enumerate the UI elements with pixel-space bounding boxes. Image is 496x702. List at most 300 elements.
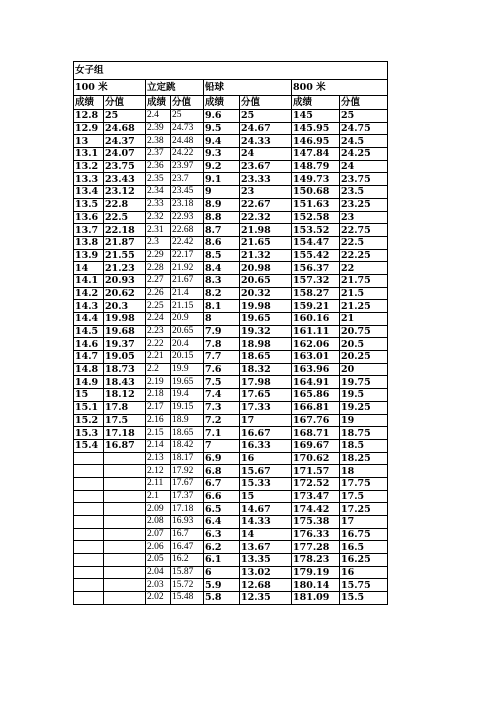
cell-800m-result: 157.32 — [292, 274, 340, 287]
cell-jump-score: 17.37 — [171, 490, 204, 503]
cell-jump-result: 2.18 — [146, 389, 171, 402]
cell-800m-score: 18.5 — [340, 439, 388, 452]
cell-800m-result: 179.19 — [292, 566, 340, 579]
cell-100m-result — [74, 503, 104, 516]
cell-100m-score — [104, 516, 146, 529]
cell-100m-score: 23.43 — [104, 173, 146, 186]
cell-jump-score: 23.7 — [171, 173, 204, 186]
cell-jump-result: 2.07 — [146, 528, 171, 541]
table-row — [74, 274, 388, 287]
cell-shotput-result: 6.7 — [204, 477, 240, 490]
cell-100m-score: 24.68 — [104, 122, 146, 135]
cell-jump-score: 21.67 — [171, 274, 204, 287]
table-row — [74, 465, 388, 478]
cell-jump-result: 2.16 — [146, 414, 171, 427]
cell-100m-result: 14.3 — [74, 300, 104, 313]
cell-jump-result: 2.21 — [146, 351, 171, 364]
cell-800m-score: 22.5 — [340, 236, 388, 249]
cell-100m-score — [104, 566, 146, 579]
table-row — [74, 363, 388, 376]
table-row — [74, 376, 388, 389]
table-row — [74, 427, 388, 440]
cell-shotput-result: 7.2 — [204, 414, 240, 427]
cell-shotput-score: 25 — [240, 110, 292, 123]
cell-800m-result: 147.84 — [292, 148, 340, 161]
cell-800m-score: 18.75 — [340, 427, 388, 440]
cell-100m-result — [74, 554, 104, 567]
cell-100m-result: 13 — [74, 135, 104, 148]
cell-100m-result: 14 — [74, 262, 104, 275]
cell-jump-score: 16.2 — [171, 554, 204, 567]
cell-100m-score: 21.87 — [104, 236, 146, 249]
header-jump-result: 成绩 — [146, 96, 171, 110]
table-row — [74, 528, 388, 541]
cell-100m-score: 17.5 — [104, 414, 146, 427]
cell-jump-result: 2.26 — [146, 287, 171, 300]
cell-800m-result: 172.52 — [292, 477, 340, 490]
cell-100m-result: 13.6 — [74, 211, 104, 224]
cell-100m-result: 12.8 — [74, 110, 104, 123]
cell-800m-result: 178.23 — [292, 554, 340, 567]
cell-100m-score — [104, 528, 146, 541]
cell-800m-score: 23.5 — [340, 186, 388, 199]
cell-800m-result: 155.42 — [292, 249, 340, 262]
cell-800m-score: 21.25 — [340, 300, 388, 313]
cell-jump-score: 18.9 — [171, 414, 204, 427]
table-row — [74, 313, 388, 326]
cell-jump-result: 2.4 — [146, 110, 171, 123]
table-row — [74, 566, 388, 579]
cell-100m-result: 14.7 — [74, 351, 104, 364]
cell-100m-result: 12.9 — [74, 122, 104, 135]
table-row — [74, 186, 388, 199]
score-table-body — [74, 62, 388, 605]
table-row — [74, 122, 388, 135]
cell-100m-result: 15.3 — [74, 427, 104, 440]
cell-800m-result: 176.33 — [292, 528, 340, 541]
cell-shotput-score: 21.98 — [240, 224, 292, 237]
table-title: 女子组 — [74, 62, 388, 80]
cell-shotput-result: 8.2 — [204, 287, 240, 300]
cell-100m-score: 23.75 — [104, 160, 146, 173]
cell-800m-result: 154.47 — [292, 236, 340, 249]
event-100m: 100 米 — [74, 80, 146, 96]
cell-jump-result: 2.37 — [146, 148, 171, 161]
cell-100m-result: 13.8 — [74, 236, 104, 249]
cell-shotput-result: 6.9 — [204, 452, 240, 465]
cell-shotput-score: 16.67 — [240, 427, 292, 440]
cell-jump-result: 2.34 — [146, 186, 171, 199]
cell-100m-score: 25 — [104, 110, 146, 123]
table-row — [74, 579, 388, 592]
cell-jump-score: 20.4 — [171, 338, 204, 351]
cell-shotput-score: 21.65 — [240, 236, 292, 249]
cell-shotput-result: 9.2 — [204, 160, 240, 173]
cell-shotput-result: 7 — [204, 439, 240, 452]
cell-100m-result: 13.1 — [74, 148, 104, 161]
cell-100m-score: 20.62 — [104, 287, 146, 300]
cell-100m-score — [104, 452, 146, 465]
header-shotput-result: 成绩 — [204, 96, 240, 110]
cell-jump-result: 2.09 — [146, 503, 171, 516]
cell-800m-score: 16.5 — [340, 541, 388, 554]
cell-jump-score: 19.15 — [171, 401, 204, 414]
cell-shotput-result: 5.8 — [204, 592, 240, 605]
cell-100m-result: 15 — [74, 389, 104, 402]
cell-shotput-score: 12.68 — [240, 579, 292, 592]
cell-jump-result: 2.23 — [146, 325, 171, 338]
cell-800m-score: 17.25 — [340, 503, 388, 516]
cell-100m-result — [74, 579, 104, 592]
cell-100m-result — [74, 528, 104, 541]
cell-800m-score: 24 — [340, 160, 388, 173]
cell-100m-score: 19.98 — [104, 313, 146, 326]
cell-jump-result: 2.02 — [146, 592, 171, 605]
cell-800m-score: 23 — [340, 211, 388, 224]
cell-jump-result: 2.32 — [146, 211, 171, 224]
cell-800m-score: 21 — [340, 313, 388, 326]
cell-jump-result: 2.2 — [146, 363, 171, 376]
cell-800m-score: 20.75 — [340, 325, 388, 338]
cell-jump-result: 2.05 — [146, 554, 171, 567]
cell-100m-score: 22.8 — [104, 198, 146, 211]
cell-100m-score: 24.07 — [104, 148, 146, 161]
title-row — [74, 62, 388, 80]
cell-jump-result: 2.35 — [146, 173, 171, 186]
table-row — [74, 224, 388, 237]
header-100m-score: 分值 — [104, 96, 146, 110]
cell-800m-score: 21.5 — [340, 287, 388, 300]
cell-jump-score: 22.17 — [171, 249, 204, 262]
header-800m-result: 成绩 — [292, 96, 340, 110]
cell-100m-score: 16.87 — [104, 439, 146, 452]
cell-100m-result — [74, 477, 104, 490]
cell-100m-score — [104, 541, 146, 554]
cell-800m-result: 174.42 — [292, 503, 340, 516]
cell-800m-result: 162.06 — [292, 338, 340, 351]
cell-800m-score: 15.5 — [340, 592, 388, 605]
cell-800m-score: 24.5 — [340, 135, 388, 148]
cell-shotput-score: 21.32 — [240, 249, 292, 262]
cell-800m-result: 173.47 — [292, 490, 340, 503]
cell-shotput-result: 6 — [204, 566, 240, 579]
cell-100m-result — [74, 452, 104, 465]
cell-100m-score: 24.37 — [104, 135, 146, 148]
cell-800m-score: 24.25 — [340, 148, 388, 161]
table-row — [74, 338, 388, 351]
cell-shotput-score: 23.33 — [240, 173, 292, 186]
cell-jump-result: 2.13 — [146, 452, 171, 465]
table-row — [74, 249, 388, 262]
cell-800m-score: 18 — [340, 465, 388, 478]
cell-800m-score: 16.25 — [340, 554, 388, 567]
cell-shotput-result: 6.1 — [204, 554, 240, 567]
cell-jump-score: 23.97 — [171, 160, 204, 173]
cell-100m-result: 13.4 — [74, 186, 104, 199]
cell-shotput-score: 17 — [240, 414, 292, 427]
cell-800m-score: 16 — [340, 566, 388, 579]
cell-100m-score: 20.93 — [104, 274, 146, 287]
cell-jump-result: 2.03 — [146, 579, 171, 592]
cell-jump-score: 18.65 — [171, 427, 204, 440]
cell-800m-result: 159.21 — [292, 300, 340, 313]
cell-shotput-score: 14 — [240, 528, 292, 541]
cell-shotput-score: 17.98 — [240, 376, 292, 389]
cell-jump-score: 25 — [171, 110, 204, 123]
cell-jump-result: 2.11 — [146, 477, 171, 490]
table-row — [74, 477, 388, 490]
cell-100m-score: 22.5 — [104, 211, 146, 224]
event-800m: 800 米 — [292, 80, 388, 96]
cell-jump-score: 23.45 — [171, 186, 204, 199]
score-table — [73, 61, 388, 605]
cell-shotput-result: 7.3 — [204, 401, 240, 414]
table-row — [74, 389, 388, 402]
table-row — [74, 439, 388, 452]
cell-jump-result: 2.22 — [146, 338, 171, 351]
table-row — [74, 262, 388, 275]
cell-jump-score: 23.18 — [171, 198, 204, 211]
cell-shotput-score: 15 — [240, 490, 292, 503]
cell-100m-result: 14.1 — [74, 274, 104, 287]
cell-800m-result: 161.11 — [292, 325, 340, 338]
cell-800m-result: 164.91 — [292, 376, 340, 389]
cell-jump-result: 2.28 — [146, 262, 171, 275]
cell-shotput-result: 7.5 — [204, 376, 240, 389]
cell-shotput-score: 23 — [240, 186, 292, 199]
cell-800m-result: 180.14 — [292, 579, 340, 592]
cell-jump-score: 16.7 — [171, 528, 204, 541]
cell-100m-result — [74, 541, 104, 554]
cell-800m-score: 15.75 — [340, 579, 388, 592]
cell-shotput-score: 20.98 — [240, 262, 292, 275]
cell-800m-result: 151.63 — [292, 198, 340, 211]
cell-shotput-result: 7.9 — [204, 325, 240, 338]
cell-jump-score: 22.93 — [171, 211, 204, 224]
cell-100m-score: 22.18 — [104, 224, 146, 237]
cell-100m-result: 13.7 — [74, 224, 104, 237]
cell-jump-score: 22.42 — [171, 236, 204, 249]
cell-100m-result: 14.6 — [74, 338, 104, 351]
cell-jump-score: 16.47 — [171, 541, 204, 554]
cell-shotput-score: 14.33 — [240, 516, 292, 529]
cell-jump-score: 24.22 — [171, 148, 204, 161]
cell-800m-result: 169.67 — [292, 439, 340, 452]
cell-800m-score: 22.75 — [340, 224, 388, 237]
cell-800m-result: 148.79 — [292, 160, 340, 173]
cell-jump-result: 2.36 — [146, 160, 171, 173]
cell-jump-score: 20.65 — [171, 325, 204, 338]
cell-shotput-result: 9.1 — [204, 173, 240, 186]
cell-shotput-score: 18.32 — [240, 363, 292, 376]
cell-100m-score: 20.3 — [104, 300, 146, 313]
cell-800m-result: 177.28 — [292, 541, 340, 554]
cell-jump-result: 2.19 — [146, 376, 171, 389]
event-standing-jump: 立定跳 — [146, 80, 204, 96]
cell-800m-score: 19.25 — [340, 401, 388, 414]
cell-jump-score: 17.18 — [171, 503, 204, 516]
cell-100m-result — [74, 465, 104, 478]
cell-jump-result: 2.3 — [146, 236, 171, 249]
cell-800m-result: 175.38 — [292, 516, 340, 529]
cell-800m-result: 168.71 — [292, 427, 340, 440]
column-header-row — [74, 96, 388, 110]
cell-shotput-score: 13.02 — [240, 566, 292, 579]
cell-shotput-score: 16 — [240, 452, 292, 465]
cell-800m-result: 149.73 — [292, 173, 340, 186]
cell-jump-score: 20.9 — [171, 313, 204, 326]
cell-jump-score: 22.68 — [171, 224, 204, 237]
cell-800m-result: 145.95 — [292, 122, 340, 135]
table-row — [74, 236, 388, 249]
cell-shotput-result: 8.1 — [204, 300, 240, 313]
cell-shotput-score: 19.65 — [240, 313, 292, 326]
cell-100m-score: 21.23 — [104, 262, 146, 275]
cell-100m-score — [104, 592, 146, 605]
cell-800m-result: 145 — [292, 110, 340, 123]
table-row — [74, 110, 388, 123]
cell-shotput-result: 5.9 — [204, 579, 240, 592]
table-row — [74, 490, 388, 503]
cell-100m-result — [74, 490, 104, 503]
cell-800m-score: 17.75 — [340, 477, 388, 490]
cell-jump-result: 2.14 — [146, 439, 171, 452]
table-row — [74, 452, 388, 465]
cell-shotput-result: 8 — [204, 313, 240, 326]
cell-100m-result: 14.4 — [74, 313, 104, 326]
cell-100m-result: 13.5 — [74, 198, 104, 211]
cell-jump-score: 19.9 — [171, 363, 204, 376]
cell-shotput-result: 6.4 — [204, 516, 240, 529]
cell-shotput-result: 7.8 — [204, 338, 240, 351]
cell-jump-score: 21.4 — [171, 287, 204, 300]
cell-shotput-score: 18.65 — [240, 351, 292, 364]
cell-800m-result: 150.68 — [292, 186, 340, 199]
table-row — [74, 516, 388, 529]
cell-shotput-result: 9 — [204, 186, 240, 199]
cell-800m-result: 167.76 — [292, 414, 340, 427]
cell-100m-result: 14.8 — [74, 363, 104, 376]
cell-800m-score: 19.75 — [340, 376, 388, 389]
cell-100m-score: 17.18 — [104, 427, 146, 440]
cell-jump-score: 18.42 — [171, 439, 204, 452]
cell-shotput-result: 6.8 — [204, 465, 240, 478]
cell-shotput-score: 23.67 — [240, 160, 292, 173]
cell-100m-result — [74, 566, 104, 579]
cell-jump-result: 2.12 — [146, 465, 171, 478]
cell-shotput-score: 19.98 — [240, 300, 292, 313]
cell-shotput-score: 24.67 — [240, 122, 292, 135]
cell-800m-result: 156.37 — [292, 262, 340, 275]
cell-jump-result: 2.29 — [146, 249, 171, 262]
cell-jump-score: 19.65 — [171, 376, 204, 389]
table-row — [74, 198, 388, 211]
cell-jump-score: 19.4 — [171, 389, 204, 402]
cell-jump-result: 2.04 — [146, 566, 171, 579]
cell-jump-result: 2.33 — [146, 198, 171, 211]
cell-shotput-score: 24.33 — [240, 135, 292, 148]
cell-shotput-score: 17.33 — [240, 401, 292, 414]
cell-800m-score: 20.5 — [340, 338, 388, 351]
cell-800m-result: 165.86 — [292, 389, 340, 402]
cell-100m-score — [104, 477, 146, 490]
cell-jump-score: 15.72 — [171, 579, 204, 592]
cell-shotput-score: 24 — [240, 148, 292, 161]
table-row — [74, 160, 388, 173]
cell-100m-result: 14.9 — [74, 376, 104, 389]
cell-800m-score: 19.5 — [340, 389, 388, 402]
table-row — [74, 135, 388, 148]
table-row — [74, 287, 388, 300]
cell-shotput-score: 22.67 — [240, 198, 292, 211]
cell-100m-score — [104, 579, 146, 592]
cell-100m-score: 19.68 — [104, 325, 146, 338]
cell-shotput-result: 8.5 — [204, 249, 240, 262]
cell-100m-result: 15.1 — [74, 401, 104, 414]
cell-jump-result: 2.39 — [146, 122, 171, 135]
table-row — [74, 401, 388, 414]
cell-100m-score — [104, 465, 146, 478]
cell-800m-result: 181.09 — [292, 592, 340, 605]
cell-shotput-score: 12.35 — [240, 592, 292, 605]
cell-shotput-score: 18.98 — [240, 338, 292, 351]
table-row — [74, 414, 388, 427]
cell-jump-score: 15.48 — [171, 592, 204, 605]
cell-jump-result: 2.25 — [146, 300, 171, 313]
table-row — [74, 351, 388, 364]
cell-100m-score: 21.55 — [104, 249, 146, 262]
cell-shotput-result: 8.4 — [204, 262, 240, 275]
cell-shotput-score: 20.65 — [240, 274, 292, 287]
cell-100m-score: 17.8 — [104, 401, 146, 414]
cell-800m-result: 153.52 — [292, 224, 340, 237]
cell-800m-result: 158.27 — [292, 287, 340, 300]
cell-jump-result: 2.17 — [146, 401, 171, 414]
cell-jump-result: 2.38 — [146, 135, 171, 148]
cell-100m-score: 19.05 — [104, 351, 146, 364]
table-row — [74, 592, 388, 605]
cell-800m-score: 16.75 — [340, 528, 388, 541]
cell-jump-score: 21.15 — [171, 300, 204, 313]
cell-shotput-result: 7.6 — [204, 363, 240, 376]
cell-100m-score: 18.73 — [104, 363, 146, 376]
cell-shotput-result: 9.6 — [204, 110, 240, 123]
cell-shotput-result: 9.5 — [204, 122, 240, 135]
cell-shotput-score: 22.32 — [240, 211, 292, 224]
cell-800m-score: 22.25 — [340, 249, 388, 262]
table-row — [74, 503, 388, 516]
cell-800m-score: 17 — [340, 516, 388, 529]
cell-jump-score: 20.15 — [171, 351, 204, 364]
cell-100m-result — [74, 516, 104, 529]
cell-800m-score: 17.5 — [340, 490, 388, 503]
cell-jump-result: 2.15 — [146, 427, 171, 440]
table-row — [74, 325, 388, 338]
cell-shotput-result: 9.4 — [204, 135, 240, 148]
cell-shotput-score: 14.67 — [240, 503, 292, 516]
cell-jump-result: 2.24 — [146, 313, 171, 326]
cell-jump-score: 21.92 — [171, 262, 204, 275]
cell-800m-result: 146.95 — [292, 135, 340, 148]
cell-100m-result: 15.2 — [74, 414, 104, 427]
cell-shotput-result: 6.6 — [204, 490, 240, 503]
cell-800m-score: 19 — [340, 414, 388, 427]
cell-shotput-result: 6.2 — [204, 541, 240, 554]
table-row — [74, 148, 388, 161]
header-shotput-score: 分值 — [240, 96, 292, 110]
header-800m-score: 分值 — [340, 96, 388, 110]
cell-jump-result: 2.06 — [146, 541, 171, 554]
